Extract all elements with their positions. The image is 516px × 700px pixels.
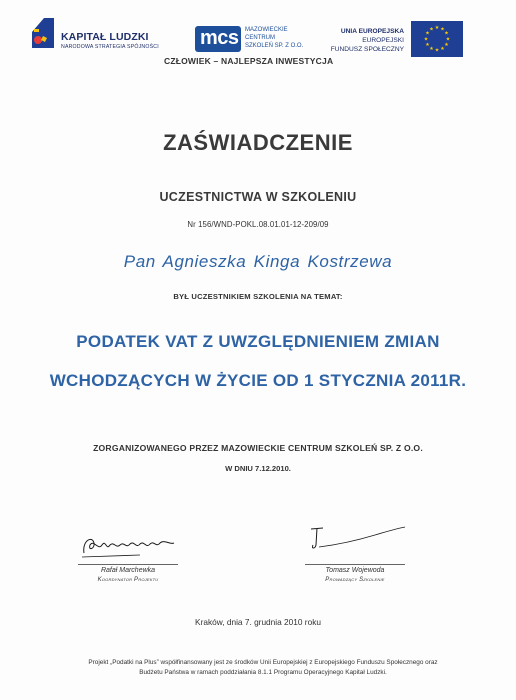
svg-text:★: ★ [429,46,434,52]
organizer-line: ZORGANIZOWANEGO PRZEZ MAZOWIECKIE CENTRUM SZKOLEŃ SP. Z O.O. [93,443,423,453]
topic-line-1: PODATEK VAT Z UWZGLĘDNIENIEM ZMIAN [76,332,440,351]
signature-right-role: Prowadzący Szkolenie [325,577,385,583]
footer-note [28,658,498,678]
mcs-abbr: mcs [200,27,239,49]
kapital-ludzki-emblem-icon [30,16,56,50]
signature-left-role: Koordynator Projektu [97,577,159,583]
certificate-title: ZAŚWIADCZENIE [163,130,353,155]
certificate-number: Nr 156/WND-POKL.08.01.01-12-209/09 [187,220,329,229]
signature-left-name: Rafał Marchewka [100,567,156,574]
certificate-subtitle: UCZESTNICTWA W SZKOLENIU [159,190,357,204]
kapital-ludzki-title: KAPITAŁ LUDZKI [61,31,149,43]
place-and-date: Kraków, dnia 7. grudnia 2010 roku [195,617,321,627]
signature-left-line [78,564,178,565]
participant-name: Pan Agnieszka Kinga Kostrzewa [123,252,393,271]
svg-text:★: ★ [440,46,445,52]
topic-lead: BYŁ UCZESTNIKIEM SZKOLENIA NA TEMAT: [173,292,343,301]
motto: CZŁOWIEK – NAJLEPSZA INWESTYCJA [164,56,334,66]
svg-text:★: ★ [429,26,434,33]
eu-line1: UNIA EUROPEJSKA [340,28,404,35]
eu-flag-icon [411,21,463,57]
eu-line2: EUROPEJSKI [362,37,404,44]
kapital-ludzki-subtitle: NARODOWA STRATEGIA SPÓJNOŚCI [61,44,159,50]
svg-text:★: ★ [440,26,445,33]
signature-right-icon [305,521,415,561]
svg-text:★: ★ [425,30,430,37]
svg-text:★: ★ [434,25,440,31]
topic-line-2: WCHODZĄCYCH W ŻYCIE OD 1 STYCZNIA 2011R. [49,371,467,390]
mcs-line2: CENTRUM [245,35,275,41]
mcs-line1: MAZOWIECKIE [245,27,288,33]
mcs-line3: SZKOLEŃ SP. Z O.O. [245,43,304,49]
svg-text:★: ★ [434,47,440,54]
svg-text:★: ★ [425,42,430,48]
svg-text:★: ★ [423,36,429,43]
svg-text:★: ★ [444,30,449,37]
eu-text [331,27,404,54]
eu-line3: FUNDUSZ SPOŁECZNY [330,46,404,53]
mcs-logo [195,26,325,54]
mcs-logo-box [195,26,241,52]
svg-text:★: ★ [445,36,451,43]
svg-text:★: ★ [444,42,449,48]
footer-line-1: Projekt „Podatki na Plus” współfinansowany jest ze środków Unii Europejskiej z Europejskiego Funduszu Społecznego oraz [88,659,438,666]
signature-right-line [305,564,405,565]
footer-line-2: Budżetu Państwa w ramach poddziałania 8.1.1 Programu Operacyjnego Kapitał Ludzki. [139,669,387,676]
signature-left-icon [80,531,180,561]
training-date: W DNIU 7.12.2010. [225,464,291,473]
kapital-ludzki-logo [30,14,160,58]
signature-right-name: Tomasz Wojewoda [325,567,385,574]
